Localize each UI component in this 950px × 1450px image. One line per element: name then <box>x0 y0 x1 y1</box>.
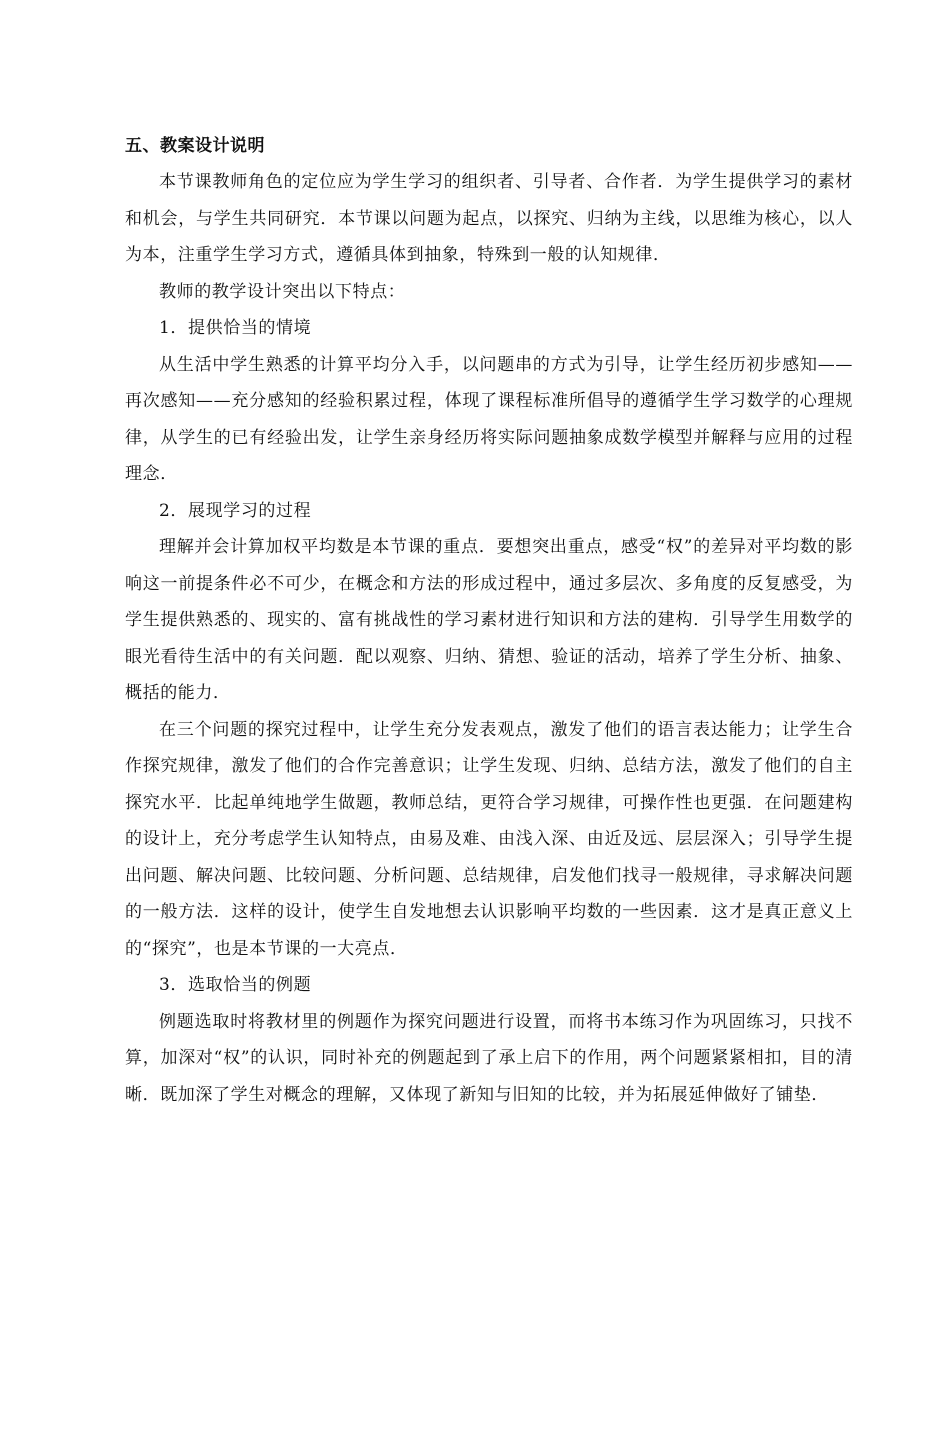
paragraph-exploration: 在三个问题的探究过程中，让学生充分发表观点，激发了他们的语言表达能力；让学生合作探究规律，激发了他们的合作完善意识；让学生发现、归纳、总结方法，激发了他们的自主探究水平．比起单纯地学生做题，教师总结，更符合学习规律，可操作性也更强．在问题建构的设计上，充分考虑学生认知特点，由易及难、由浅入深、由近及远、层层深入；引导学生提出问题、解决问题、比较问题、分析问题、总结规律，启发他们找寻一般规律，寻求解决问题的一般方法．这样的设计，使学生自发地想去认识影响平均数的一些因素．这才是真正意义上的“探究”，也是本节课的一大亮点． <box>125 719 853 959</box>
paragraph-features-intro: 教师的教学设计突出以下特点： <box>159 281 406 302</box>
section-heading: 五、教案设计说明 <box>125 136 265 156</box>
paragraph-teacher-role: 本节课教师角色的定位应为学生学习的组织者、引导者、合作者．为学生提供学习的素材和机会，与学生共同研究．本节课以问题为起点，以探究、归纳为主线，以思维为核心，以人为本，注重学生学习方式，遵循具体到抽象，特殊到一般的认知规律． <box>125 172 853 265</box>
list-item-heading-1: 1．提供恰当的情境 <box>159 318 312 338</box>
paragraph-learning-process: 理解并会计算加权平均数是本节课的重点．要想突出重点，感受“权”的差异对平均数的影响这一前提条件必不可少，在概念和方法的形成过程中，通过多层次、多角度的反复感受，为学生提供熟悉的、现实的、富有挑战性的学习素材进行知识和方法的建构．引导学生用数学的眼光看待生活中的有关问题．配以观察、归纳、猜想、验证的活动，培养了学生分析、抽象、概括的能力． <box>125 537 853 703</box>
list-item-heading-3: 3．选取恰当的例题 <box>159 975 312 995</box>
paragraph-situation: 从生活中学生熟悉的计算平均分入手，以问题串的方式为引导，让学生经历初步感知——再次感知——充分感知的经验积累过程，体现了课程标准所倡导的遵循学生学习数学的心理规律，从学生的已有经验出发，让学生亲身经历将实际问题抽象成数学模型并解释与应用的过程理念． <box>125 354 853 484</box>
list-item-heading-2: 2．展现学习的过程 <box>159 500 312 521</box>
document-page <box>125 128 853 1113</box>
paragraph-examples: 例题选取时将教材里的例题作为探究问题进行设置，而将书本练习作为巩固练习，只找不算，加深对“权”的认识，同时补充的例题起到了承上启下的作用，两个问题紧紧相扣，目的清晰．既加深了学生对概念的理解，又体现了新知与旧知的比较，并为拓展延伸做好了铺垫． <box>125 1011 853 1105</box>
